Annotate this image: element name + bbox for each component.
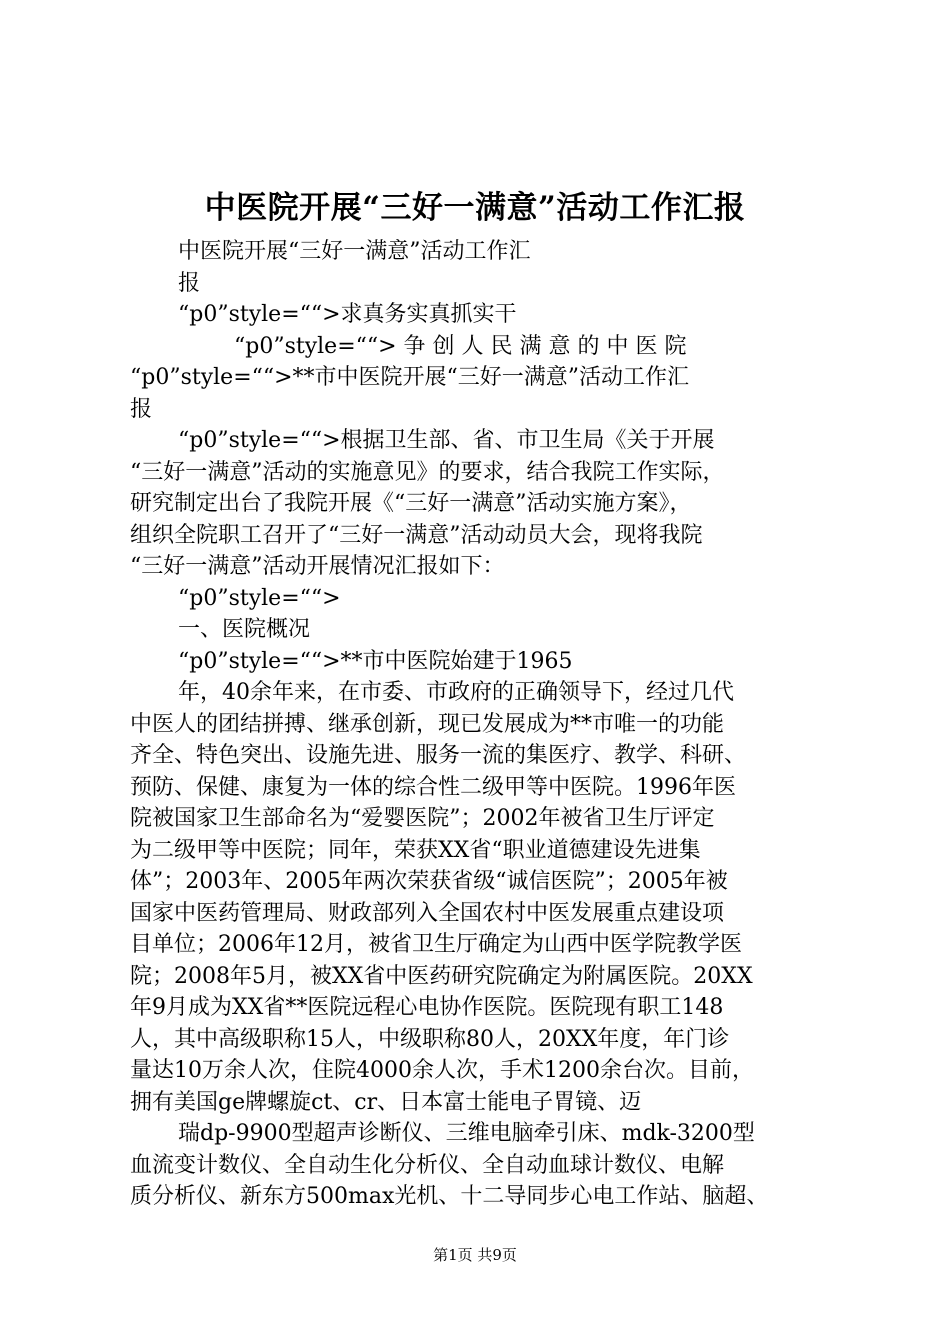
text-line: 为二级甲等中医院；同年，荣获XX省“职业道德建设先进集 xyxy=(130,837,701,863)
text-line: 血流变计数仪、全自动生化分析仪、全自动血球计数仪、电解 xyxy=(130,1152,725,1178)
text-line: 齐全、特色突出、设施先进、服务一流的集医疗、教学、科研、 xyxy=(130,743,747,768)
text-line: 目单位；2006年12月，被省卫生厅确定为山西中医学院教学医 xyxy=(130,932,742,957)
text-line: “p0”style=““>根据卫生部、省、市卫生局《关于开展 xyxy=(178,428,715,453)
text-line: 组织全院职工召开了“三好一满意”活动动员大会，现将我院 xyxy=(130,522,703,548)
document-body xyxy=(130,236,835,1213)
section-heading: 一、医院概况 xyxy=(178,617,311,642)
text-line: “三好一满意”活动的实施意见》的要求，结合我院工作实际， xyxy=(130,459,725,485)
text-line: “p0”style=““>**市中医院开展“三好一满意”活动工作汇 xyxy=(130,365,690,390)
page-number-footer: 第1页 共9页 xyxy=(433,1246,517,1264)
document-title: 中医院开展“三好一满意”活动工作汇报 xyxy=(204,190,746,226)
text-line: 拥有美国ge牌螺旋ct、cr、日本富士能电子胃镜、迈 xyxy=(130,1089,642,1115)
text-line: 年9月成为XX省**医院远程心电协作医院。医院现有职工148 xyxy=(130,995,724,1020)
text-line: 质分析仪、新东方500max光机、十二导同步心电工作站、脑超、 xyxy=(130,1184,769,1209)
text-line: 量达10万余人次，住院4000余人次，手术1200余台次。目前， xyxy=(130,1058,754,1083)
text-line: 报 xyxy=(130,396,153,422)
text-line: 体”；2003年、2005年两次荣获省级“诚信医院”；2005年被 xyxy=(130,869,728,894)
text-line: 中医人的团结拼搏、继承创新，现已发展成为**市唯一的功能 xyxy=(130,711,725,737)
text-line: 报 xyxy=(178,270,201,296)
text-line: 瑞dp-9900型超声诊断仪、三维电脑牵引床、mdk-3200型 xyxy=(178,1121,755,1146)
text-line: 中医院开展“三好一满意”活动工作汇 xyxy=(178,239,531,264)
text-line: “p0”style=““> xyxy=(178,585,341,611)
text-line: 人，其中高级职称15人，中级职称80人，20XX年度，年门诊 xyxy=(130,1026,730,1052)
text-line: 院；2008年5月，被XX省中医药研究院确定为附属医院。20XX xyxy=(130,963,753,989)
text-line: 研究制定出台了我院开展《“三好一满意”活动实施方案》， xyxy=(130,491,692,516)
text-line: 院被国家卫生部命名为“爱婴医院”；2002年被省卫生厅评定 xyxy=(130,806,715,831)
text-line: “p0”style=““> 争 创 人 民 满 意 的 中 医 院 xyxy=(234,333,687,359)
text-line: 国家中医药管理局、财政部列入全国农村中医发展重点建设项 xyxy=(130,900,725,926)
text-line: “三好一满意”活动开展情况汇报如下： xyxy=(130,554,505,579)
text-line: “p0”style=““>求真务实真抓实干 xyxy=(178,302,517,327)
text-line: 预防、保健、康复为一体的综合性二级甲等中医院。1996年医 xyxy=(130,774,736,800)
text-line: 年，40余年来，在市委、市政府的正确领导下，经过几代 xyxy=(178,680,734,705)
text-line: “p0”style=““>**市中医院始建于1965 xyxy=(178,648,573,674)
